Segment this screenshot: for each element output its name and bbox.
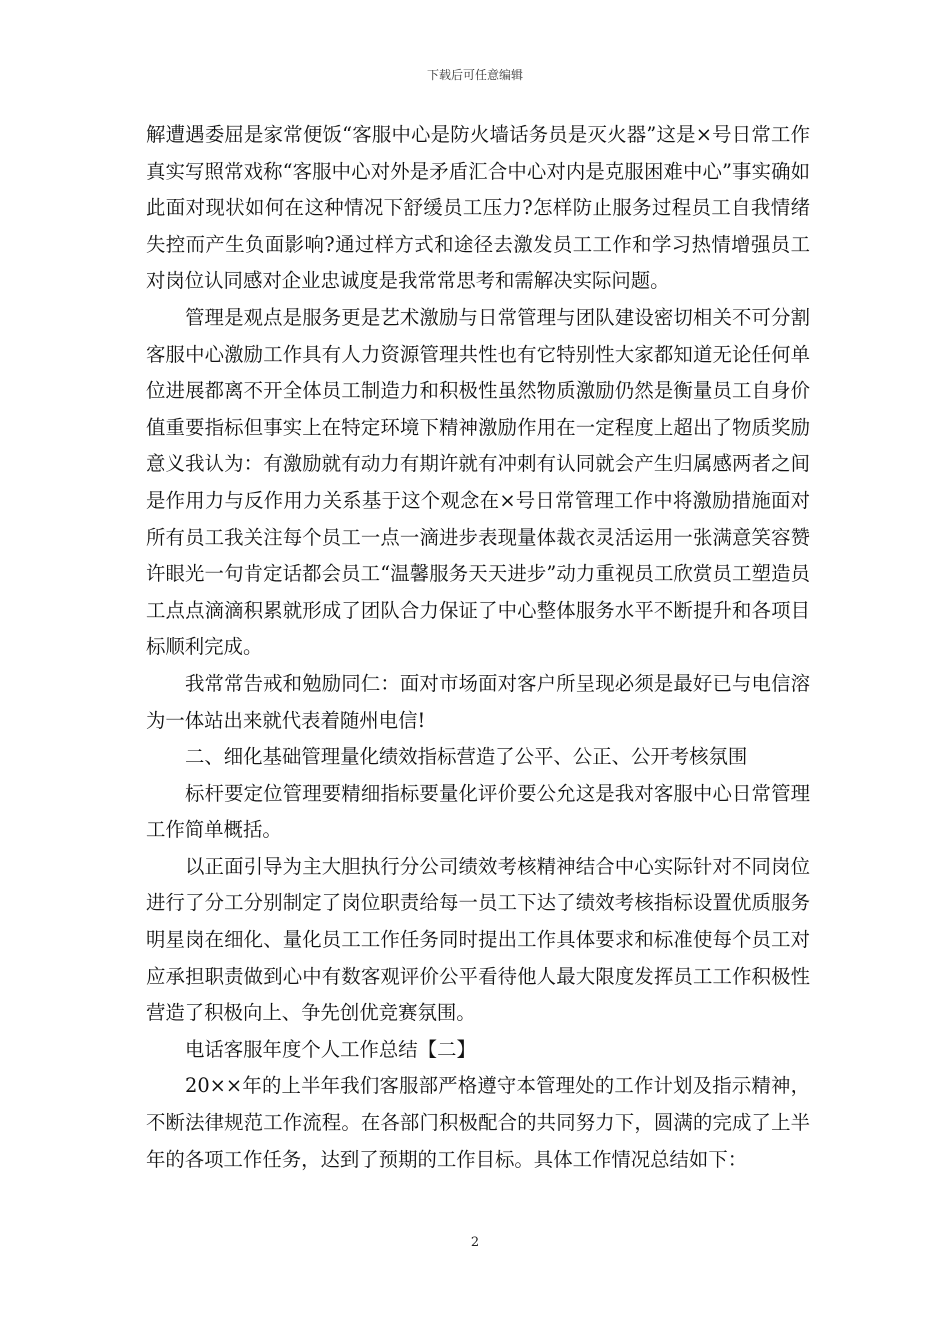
section-heading-two: 二、细化基础管理量化绩效指标营造了公平、公正、公开考核氛围 <box>185 745 748 769</box>
page-number: 2 <box>470 1235 480 1250</box>
page-header: 下载后可任意编辑 <box>426 68 523 82</box>
paragraph-encouragement: 我常常告戒和勉励同仁：面对市场面对客户所呈现必须是最好已与电信溶为一体站出来就代表着随州电信! <box>146 671 810 732</box>
paragraph-performance: 以正面引导为主大胆执行分公司绩效考核精神结合中心实际针对不同岗位进行了分工分别制定了岗位职责给每一员工下达了绩效考核指标设置优质服务明星岗在细化、量化员工工作任务同时提出工作具体要求和标准使每个员工对应承担职责做到心中有数客观评价公平看待他人最大限度发挥员工工作积极性营造了积极向上、争先创优竞赛氛围。 <box>146 854 810 1025</box>
section-title-summary-two: 电话客服年度个人工作总结【二】 <box>185 1037 476 1061</box>
paragraph-continuation: 解遭遇委屈是家常便饭“客服中心是防火墙话务员是灭火器”这是×号日常工作真实写照常戏称“客服中心对外是矛盾汇合中心对内是克服困难中心”事实确如此面对现状如何在这种情况下舒缓员工压力?怎样防止服务过程员工自我情绪失控而产生负面影响?通过样方式和途径去激发员工工作和学习热情增强员工对岗位认同感对企业忠诚度是我常常思考和需解决实际问题。 <box>146 123 810 293</box>
paragraph-benchmark: 标杆要定位管理要精细指标要量化评价要公允这是我对客服中心日常管理工作简单概括。 <box>146 781 810 842</box>
paragraph-management-motivation: 管理是观点是服务更是艺术激励与日常管理与团队建设密切相关不可分割客服中心激励工作具有人力资源管理共性也有它特别性大家都知道无论任何单位进展都离不开全体员工制造力和积极性虽然物质激励仍然是衡量员工自身价值重要指标但事实上在特定环境下精神激励作用在一定程度上超出了物质奖励意义我认为：有激励就有动力有期许就有冲刺有认同就会产生归属感两者之间是作用力与反作用力关系基于这个观念在×号日常管理工作中将激励措施面对所有员工我关注每个员工一点一滴进步表现量体裁衣灵活运用一张满意笑容赞许眼光一句肯定话都会员工“温馨服务天天进步”动力重视员工欣赏员工塑造员工点点滴滴积累就形成了团队合力保证了中心整体服务水平不断提升和各项目标顺利完成。 <box>146 305 810 659</box>
document-body <box>146 117 810 1178</box>
paragraph-half-year: 20××年的上半年我们客服部严格遵守本管理处的工作计划及指示精神，不断法律规范工作流程。在各部门积极配合的共同努力下，圆满的完成了上半年的各项工作任务，达到了预期的工作目标。具体工作情况总结如下： <box>146 1074 810 1171</box>
